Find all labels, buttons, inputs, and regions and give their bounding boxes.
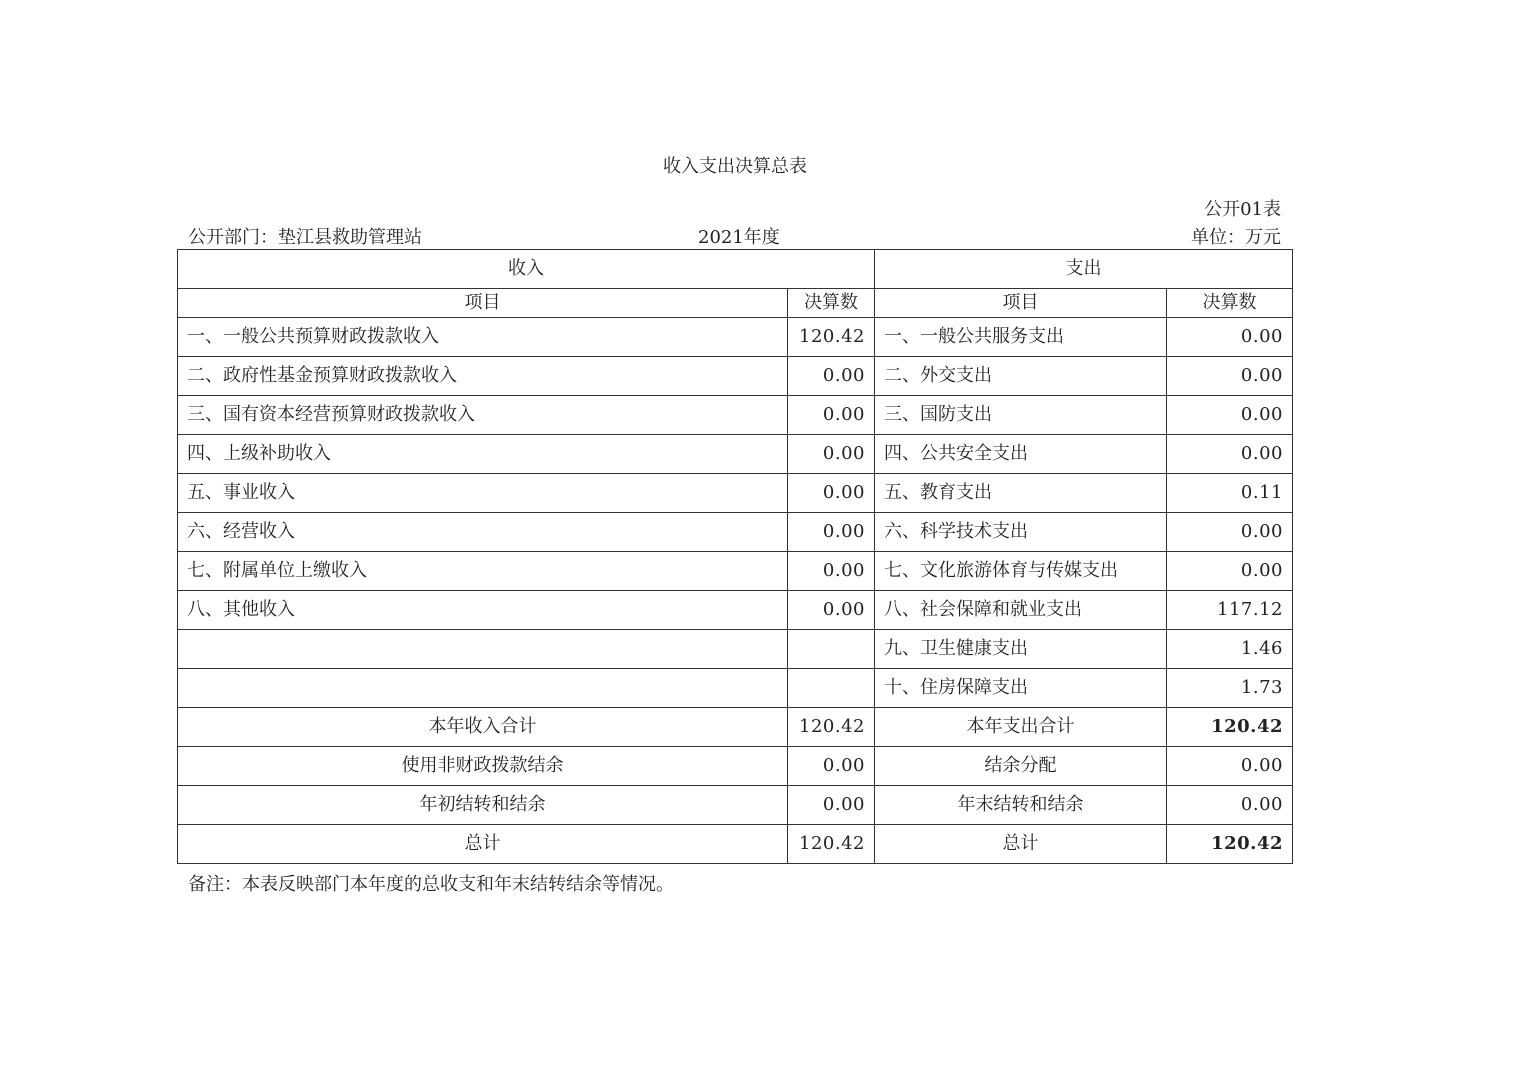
- income-item-cell: 五、事业收入: [178, 474, 788, 513]
- table-row: [178, 669, 1293, 708]
- income-item-cell: 四、上级补助收入: [178, 435, 788, 474]
- income-item-cell: [178, 669, 788, 708]
- income-amount-cell: 0.00: [788, 435, 875, 474]
- income-item-column-header: 项目: [178, 289, 788, 318]
- table-row: [178, 552, 1293, 591]
- income-amount-column-header: 决算数: [788, 289, 875, 318]
- summary-income-item-cell: 总计: [178, 825, 788, 864]
- expense-item-cell: 九、卫生健康支出: [875, 630, 1167, 669]
- expense-item-cell: 八、社会保障和就业支出: [875, 591, 1167, 630]
- summary-row: [178, 747, 1293, 786]
- expense-amount-cell: 0.00: [1167, 318, 1293, 357]
- income-item-cell: 一、一般公共预算财政拨款收入: [178, 318, 788, 357]
- expense-amount-cell: 0.11: [1167, 474, 1293, 513]
- income-amount-cell: 0.00: [788, 552, 875, 591]
- income-amount-cell: 0.00: [788, 513, 875, 552]
- expense-amount-cell: 0.00: [1167, 435, 1293, 474]
- page-title: 收入支出决算总表: [663, 156, 807, 177]
- summary-expense-amount-cell: 0.00: [1167, 786, 1293, 825]
- income-expense-table: [177, 249, 1293, 864]
- expense-item-cell: 四、公共安全支出: [875, 435, 1167, 474]
- table-group-header-row: [178, 250, 1293, 289]
- summary-income-amount-cell: 120.42: [788, 708, 875, 747]
- summary-row: [178, 786, 1293, 825]
- income-amount-cell: 120.42: [788, 318, 875, 357]
- summary-expense-item-cell: 结余分配: [875, 747, 1167, 786]
- income-amount-cell: 0.00: [788, 591, 875, 630]
- fiscal-year: 2021年度: [698, 227, 780, 248]
- income-item-cell: 三、国有资本经营预算财政拨款收入: [178, 396, 788, 435]
- table-row: [178, 318, 1293, 357]
- summary-income-amount-cell: 0.00: [788, 786, 875, 825]
- expense-amount-cell: 117.12: [1167, 591, 1293, 630]
- summary-expense-item-cell: 本年支出合计: [875, 708, 1167, 747]
- income-item-cell: 六、经营收入: [178, 513, 788, 552]
- table-row: [178, 591, 1293, 630]
- expense-item-cell: 一、一般公共服务支出: [875, 318, 1167, 357]
- income-item-cell: 二、政府性基金预算财政拨款收入: [178, 357, 788, 396]
- expense-amount-column-header: 决算数: [1167, 289, 1293, 318]
- table-column-header-row: [178, 289, 1293, 318]
- income-amount-cell: [788, 630, 875, 669]
- department-label: 公开部门：垫江县救助管理站: [188, 227, 422, 248]
- expense-item-cell: 三、国防支出: [875, 396, 1167, 435]
- summary-row: [178, 825, 1293, 864]
- table-row: [178, 474, 1293, 513]
- income-item-cell: [178, 630, 788, 669]
- expense-amount-cell: 1.46: [1167, 630, 1293, 669]
- summary-expense-amount-cell: 0.00: [1167, 747, 1293, 786]
- expense-item-cell: 六、科学技术支出: [875, 513, 1167, 552]
- table-row: [178, 630, 1293, 669]
- summary-expense-amount-cell: 120.42: [1167, 708, 1293, 747]
- income-item-cell: 八、其他收入: [178, 591, 788, 630]
- expense-header: 支出: [875, 250, 1293, 289]
- income-item-cell: 七、附属单位上缴收入: [178, 552, 788, 591]
- form-code: 公开01表: [1204, 199, 1281, 220]
- summary-income-item-cell: 使用非财政拨款结余: [178, 747, 788, 786]
- expense-amount-cell: 0.00: [1167, 396, 1293, 435]
- expense-amount-cell: 0.00: [1167, 513, 1293, 552]
- summary-income-amount-cell: 120.42: [788, 825, 875, 864]
- expense-amount-cell: 1.73: [1167, 669, 1293, 708]
- income-header: 收入: [178, 250, 875, 289]
- income-amount-cell: 0.00: [788, 474, 875, 513]
- summary-income-item-cell: 本年收入合计: [178, 708, 788, 747]
- footnote: 备注：本表反映部门本年度的总收支和年末结转结余等情况。: [188, 874, 674, 895]
- unit-label: 单位：万元: [1191, 227, 1281, 248]
- income-amount-cell: 0.00: [788, 357, 875, 396]
- table-row: [178, 357, 1293, 396]
- income-amount-cell: [788, 669, 875, 708]
- expense-item-cell: 二、外交支出: [875, 357, 1167, 396]
- summary-expense-item-cell: 年末结转和结余: [875, 786, 1167, 825]
- expense-item-cell: 十、住房保障支出: [875, 669, 1167, 708]
- expense-amount-cell: 0.00: [1167, 552, 1293, 591]
- expense-amount-cell: 0.00: [1167, 357, 1293, 396]
- income-amount-cell: 0.00: [788, 396, 875, 435]
- expense-item-cell: 五、教育支出: [875, 474, 1167, 513]
- summary-income-item-cell: 年初结转和结余: [178, 786, 788, 825]
- expense-item-cell: 七、文化旅游体育与传媒支出: [875, 552, 1167, 591]
- expense-item-column-header: 项目: [875, 289, 1167, 318]
- table-row: [178, 513, 1293, 552]
- summary-income-amount-cell: 0.00: [788, 747, 875, 786]
- summary-row: [178, 708, 1293, 747]
- table-row: [178, 396, 1293, 435]
- summary-expense-item-cell: 总计: [875, 825, 1167, 864]
- summary-expense-amount-cell: 120.42: [1167, 825, 1293, 864]
- table-row: [178, 435, 1293, 474]
